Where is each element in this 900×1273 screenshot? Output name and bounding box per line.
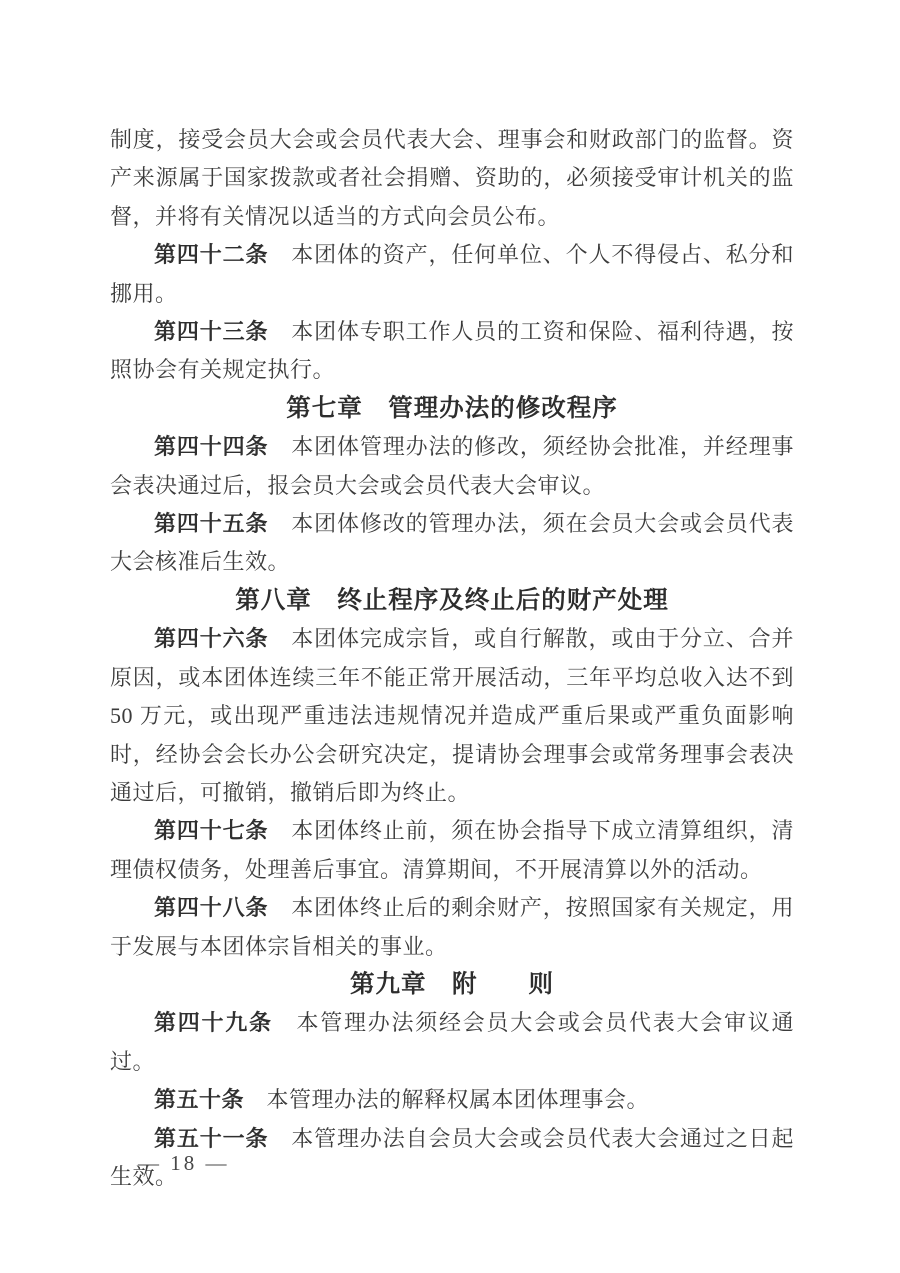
article-paragraph: 第四十三条 本团体专职工作人员的工资和保险、福利待遇，按照协会有关规定执行。 — [110, 319, 794, 383]
article-paragraph: 第四十四条 本团体管理办法的修改，须经协会批准，并经理事会表决通过后，报会员大会或会员代表大会审议。 — [110, 434, 794, 498]
article-number: 第四十九条 — [154, 1010, 273, 1036]
article-number: 第四十六条 — [154, 626, 269, 652]
article-paragraph: 第四十六条 本团体完成宗旨，或自行解散，或由于分立、合并原因，或本团体连续三年不能正常开展活动，三年平均总收入达不到 50 万元，或出现严重违法违规情况并造成严重后果或严重负面影响时，经协会会长办公会研究决定，提请协会理事会或常务理事会表决通过后，可撤销，撤销后即为终止。 — [110, 626, 794, 805]
chapter-heading: 第九章 附 则 — [350, 970, 554, 998]
page-number: — 18 — — [138, 1151, 230, 1175]
chapter-heading: 第八章 终止程序及终止后的财产处理 — [235, 586, 669, 614]
article-number: 第四十二条 — [154, 242, 269, 268]
article-number: 第五十条 — [154, 1087, 245, 1113]
article-number: 第四十四条 — [154, 434, 269, 460]
chapter-heading: 第七章 管理办法的修改程序 — [286, 394, 618, 422]
article-paragraph: 第五十一条 本管理办法自会员大会或会员代表大会通过之日起生效。 — [110, 1125, 794, 1189]
article-paragraph: 第四十八条 本团体终止后的剩余财产，按照国家有关规定，用于发展与本团体宗旨相关的事业。 — [110, 895, 794, 959]
document-body — [110, 121, 794, 1196]
continuation-paragraph: 制度，接受会员大会或会员代表大会、理事会和财政部门的监督。资产来源属于国家拨款或者社会捐赠、资助的，必须接受审计机关的监督，并将有关情况以适当的方式向会员公布。 — [110, 127, 794, 229]
page-footer — [138, 1149, 230, 1177]
article-paragraph: 第四十二条 本团体的资产，任何单位、个人不得侵占、私分和挪用。 — [110, 242, 794, 306]
article-paragraph: 第五十条 本管理办法的解释权属本团体理事会。 — [154, 1087, 650, 1113]
article-number: 第四十三条 — [154, 319, 269, 345]
article-paragraph: 第四十七条 本团体终止前，须在协会指导下成立清算组织，清理债权债务，处理善后事宜。清算期间，不开展清算以外的活动。 — [110, 818, 794, 882]
article-number: 第四十八条 — [154, 895, 269, 921]
article-paragraph: 第四十五条 本团体修改的管理办法，须在会员大会或会员代表大会核准后生效。 — [110, 511, 794, 575]
article-number: 第四十五条 — [154, 511, 269, 537]
article-number: 第五十一条 — [154, 1125, 269, 1151]
article-paragraph: 第四十九条 本管理办法须经会员大会或会员代表大会审议通过。 — [110, 1010, 794, 1074]
article-number: 第四十七条 — [154, 818, 269, 844]
